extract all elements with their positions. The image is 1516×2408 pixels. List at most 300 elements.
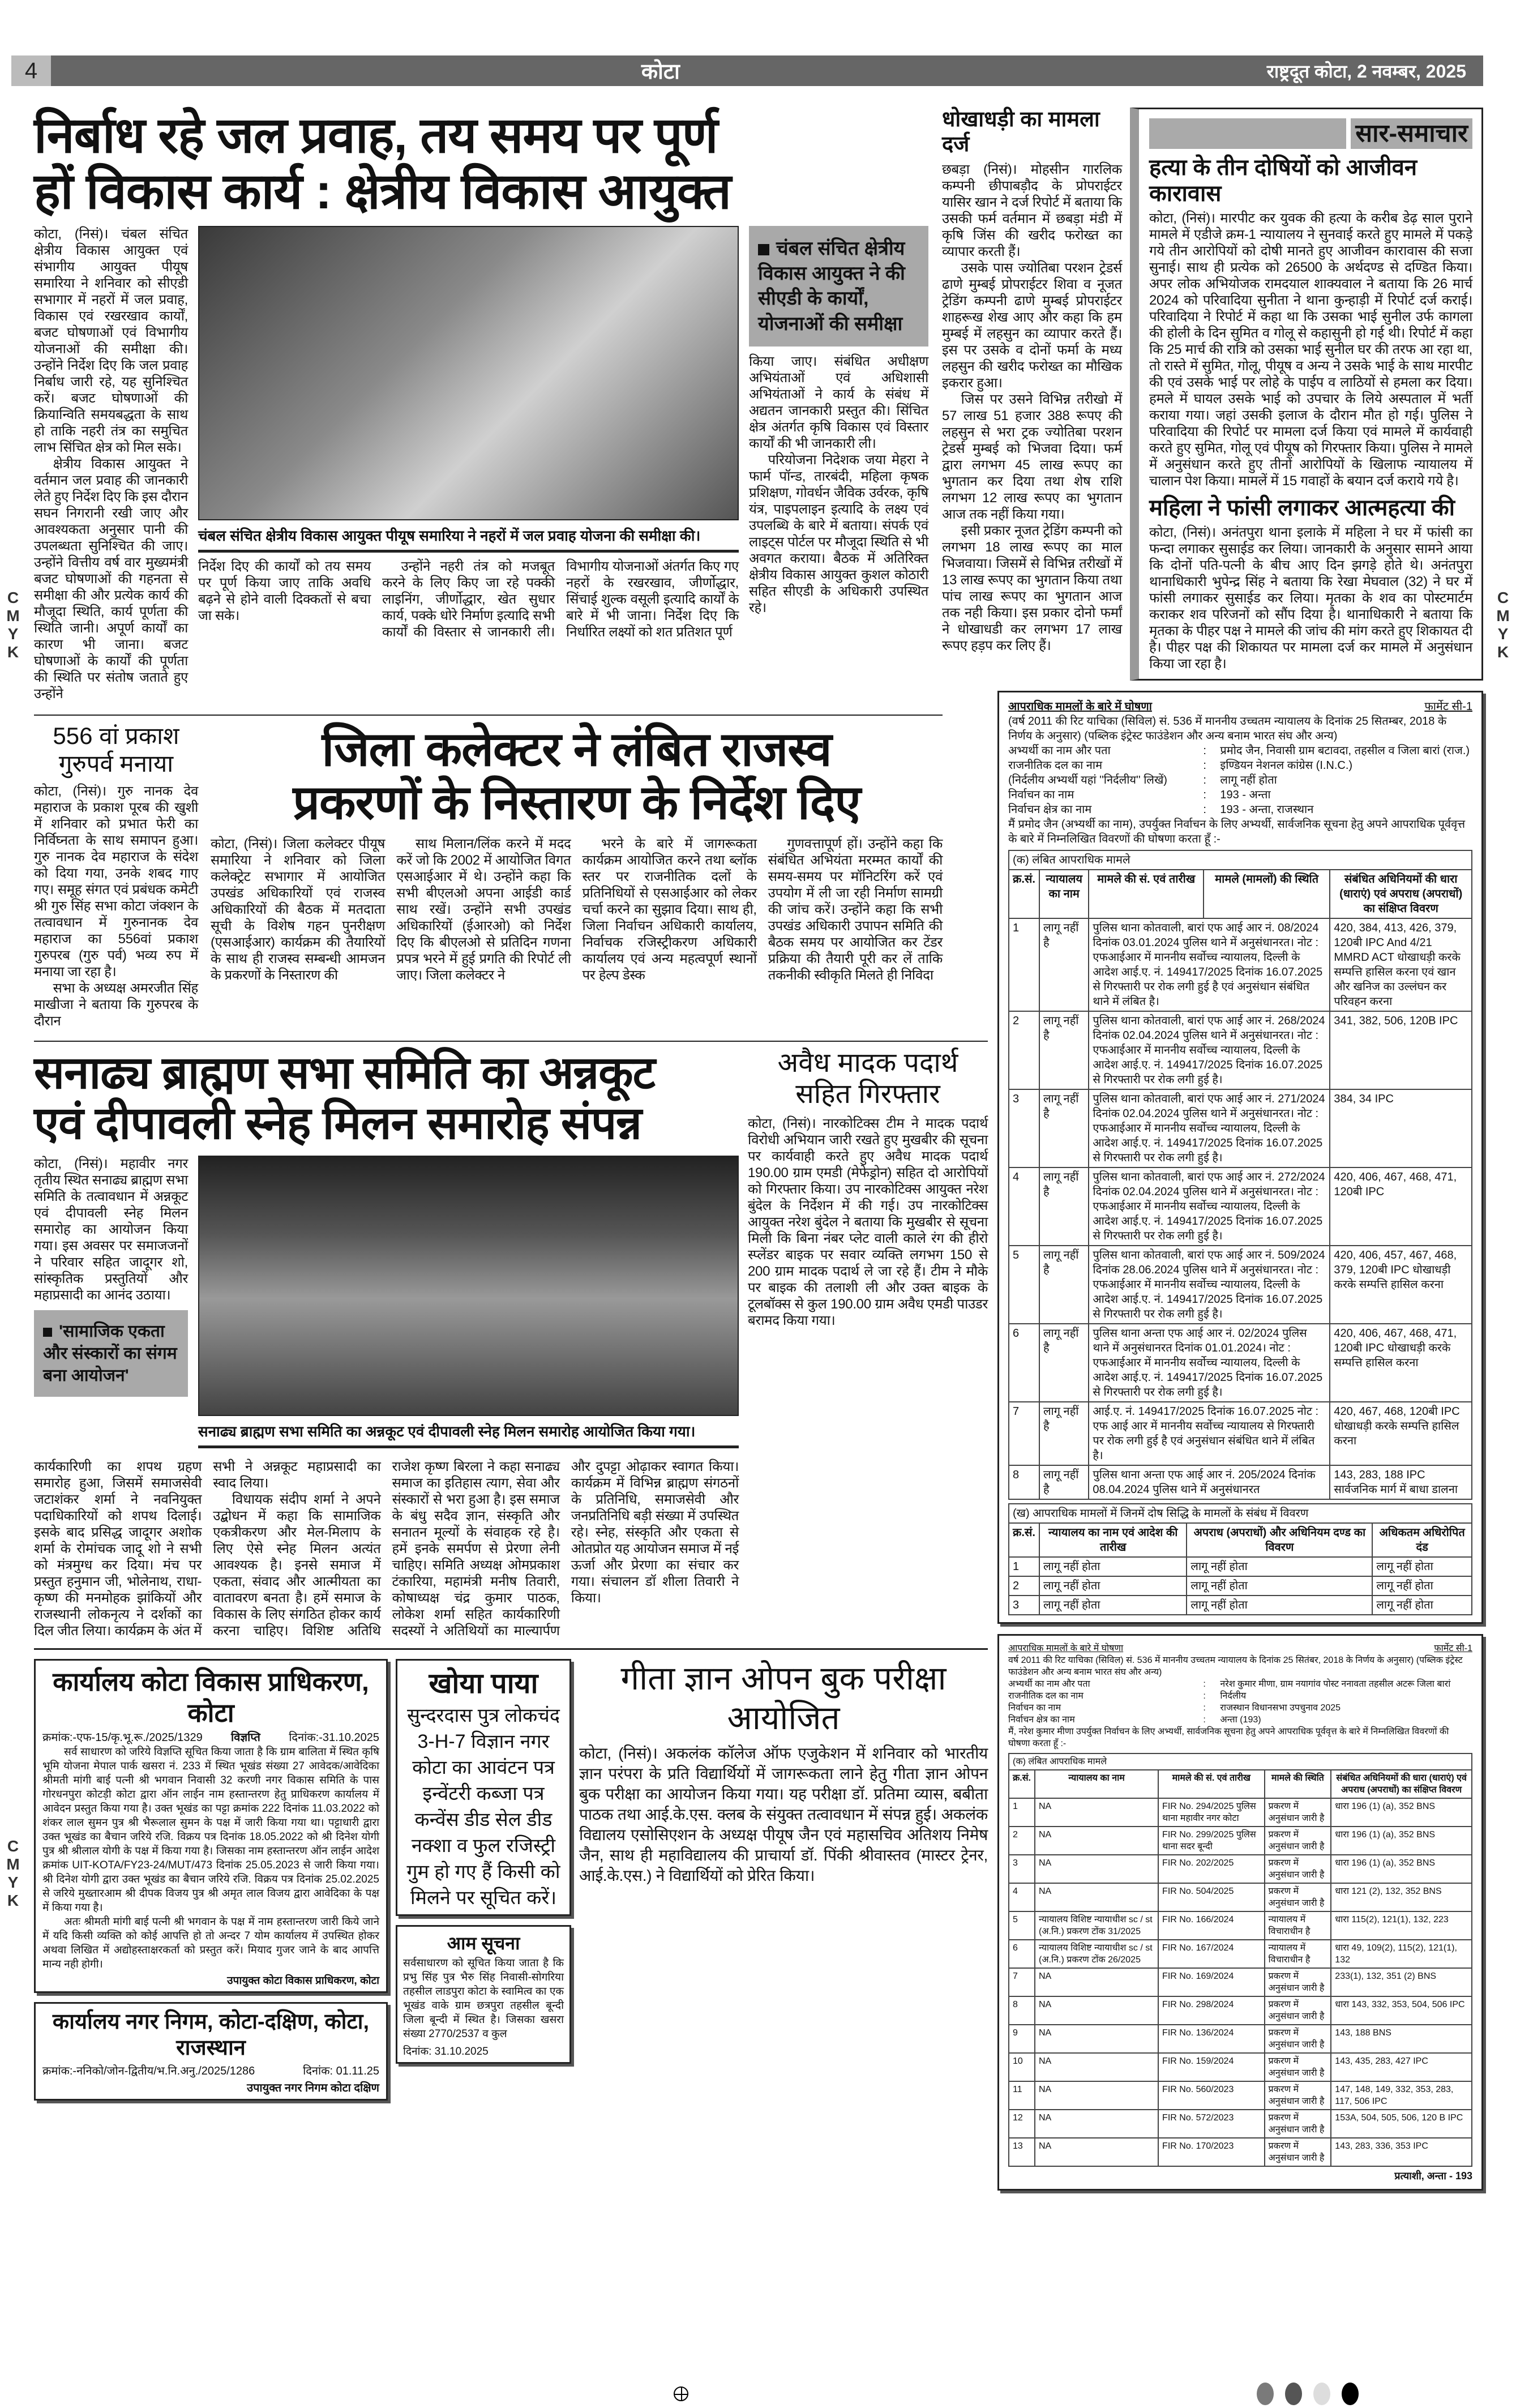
table-cell: 7 <box>1009 1968 1035 1996</box>
table-header-cell: मामले की स्थिति <box>1265 1770 1331 1798</box>
notice-field <box>1008 1678 1472 1690</box>
table-cell: न्यायालय में विचाराधीन है <box>1265 1940 1331 1968</box>
field-colon: : <box>1203 1691 1206 1701</box>
table-cell: लागू नहीं होता <box>1187 1576 1372 1596</box>
narcotics-headline: सहित गिरफ्तार <box>795 1079 940 1109</box>
table-row <box>1009 1996 1472 2025</box>
pullquote-text: चंबल संचित क्षेत्रीय विकास आयुक्त ने की सीएडी के कार्यों, योजनाओं की समीक्षा <box>758 238 905 335</box>
table-cell: 2 <box>1009 1011 1039 1089</box>
gurupurv-story <box>34 722 198 1029</box>
table-cell: NA <box>1035 1827 1158 1855</box>
table-cell: 143, 435, 283, 427 IPC <box>1331 2053 1472 2081</box>
criminal-record-notice-2 <box>997 1634 1483 2191</box>
table-cell: 420, 384, 413, 426, 379, 120बी IPC And 4/21 MMRD ACT धोखाधड़ी करके सम्पत्ति हासिल करना एवं खान और खनिज का उल्लंघन कर परिवहन करना <box>1330 918 1472 1011</box>
table-cell: लागू नहीं है <box>1039 1011 1089 1089</box>
table-cell: 3 <box>1009 1089 1039 1167</box>
table-row <box>1009 2053 1472 2081</box>
table-cell: लागू नहीं है <box>1039 1324 1089 1402</box>
fraud-headline: धोखाधड़ी का मामला दर्ज <box>942 108 1100 156</box>
table-row <box>1009 1089 1472 1167</box>
paragraph: कोटा, (निसं)। जिला कलेक्टर पीयूष समारिया ने शनिवार को जिला कलेक्ट्रेट सभागार में आयोजित उपखंड अधिकारियों एवं राजस्व अधिकारियों की बैठक में मतदाता सूची के विशेष गहन पुनरीक्षण (एसआईआर) कार्यक्रम की तैयारियों के साथ ही राजस्व सम्बन्धी आमजन के प्रकरणों के निस्तारण की <box>211 836 386 983</box>
bullet-square-icon <box>43 1328 52 1337</box>
table-cell: 143, 283, 336, 353 IPC <box>1331 2138 1472 2166</box>
table-cell: लागू नहीं है <box>1039 1246 1089 1324</box>
table-cell: लागू नहीं होता <box>1187 1596 1372 1615</box>
table-header-cell: मामले की सं. एवं तारीख <box>1158 1770 1264 1798</box>
ad-date: दिनांक:-31.10.2025 <box>289 1731 379 1744</box>
table-cell: 4 <box>1009 1167 1039 1246</box>
lead-right <box>749 226 928 616</box>
table-cell: 1 <box>1009 1557 1039 1576</box>
classifieds-column <box>396 1659 571 2064</box>
lead-headline-line: निर्बाध रहे जल प्रवाह, तय समय पर पूर्ण <box>34 107 718 163</box>
table-cell: लागू नहीं होता <box>1039 1576 1187 1596</box>
right-stack <box>942 108 1483 2191</box>
notice-field <box>1008 1690 1472 1702</box>
table-cell: धारा 143, 332, 353, 504, 506 IPC <box>1331 1996 1472 2025</box>
gurupurv-body <box>34 783 198 1029</box>
table-cell: प्रकरण में अनुसंधान जारी है <box>1265 1827 1331 1855</box>
table-cell: आई.ए. नं. 149417/2025 दिनांक 16.07.2025 नोट : एफ आई आर में माननीय सर्वोच्च न्यायालय से गिरफ्तारी पर रोक लगी हुई है एवं अनुसंधान संबंधित थाने में लंबित है। <box>1089 1402 1330 1465</box>
table-cell: 12 <box>1009 2110 1035 2138</box>
table-cell: NA <box>1035 2053 1158 2081</box>
sanadhya-photo-caption: सनाढ्य ब्राह्मण सभा समिति का अन्नकूट एवं दीपावली स्नेह मिलन समारोह आयोजित किया गया। <box>198 1416 739 1448</box>
table-cell: धारा 196 (1) (a), 352 BNS <box>1331 1855 1472 1883</box>
ad-title: आम सूचना <box>447 1932 520 1953</box>
field-label: निर्वाचन का नाम <box>1008 1703 1061 1713</box>
table-cell: प्रकरण में अनुसंधान जारी है <box>1265 2053 1331 2081</box>
paragraph: सभा के अध्यक्ष अमरजीत सिंह माखीजा ने बताया कि गुरुपरब के दौरान <box>34 980 198 1029</box>
table-cell: पुलिस थाना अन्ता एफ आई आर नं. 205/2024 दिनांक 08.04.2024 पुलिस थाने में अनुसंधानरत <box>1089 1465 1330 1499</box>
cmyk-mark: C M Y K <box>6 1837 20 1909</box>
pending-cases-table <box>1008 850 1472 1500</box>
ad-date: दिनांक: 31.10.2025 <box>403 2046 489 2058</box>
table-cell: FIR No. 572/2023 <box>1158 2110 1264 2138</box>
table-header-row <box>1009 870 1472 918</box>
narcotics-body: कोटा, (निसं)। नारकोटिक्स टीम ने मादक पदार्थ विरोधी अभियान जारी रखते हुए मुखबीर की सूचना पर कार्यवाही करते हुए अवैध मादक पदार्थ 190.00 ग्राम एमडी (मेफेड्रोन) सहित दो आरोपियों को गिरफ्तार किया। उप नारकोटिक्स आयुक्त नरेश बुंदेल के निर्देशन में की गई। उप नारकोटिक्स आयुक्त नरेश बुंदेल ने बताया कि मुखबीर से सूचना मिली कि बिना नंबर प्लेट वाली काले रंग की हीरो स्प्लेंडर बाइक पर सवार व्यक्ति लगभग 150 से 200 ग्राम मादक पदार्थ ले जा रहे हैं। टीम ने मौके पर बाइक की तलाशी ली और उक्त बाइक के टूलबॉक्स से कुल 190.00 ग्राम अवैध एमडी पाउडर बरामद किया गया। <box>748 1116 988 1329</box>
table-row <box>1009 1798 1472 1827</box>
page-number: 4 <box>11 55 51 86</box>
collector-section <box>34 715 943 1029</box>
table-cell: धारा 196 (1) (a), 352 BNS <box>1331 1827 1472 1855</box>
paragraph: कार्यकारिणी का शपथ ग्रहण समारोह हुआ, जिसमें समाजसेवी जटाशंकर शर्मा ने नवनियुक्त पदाधिकारियों को शपथ दिलाई। इसके बाद प्रसिद्ध जादूगर अशोक शर्मा के रोमांचक जादू शो ने सभी को मंत्रमुग्ध कर दिया। मंच पर प्रस्तुत हनुमान जी, भोलेनाथ, राधा-कृष्ण की मनमोहक झांकियों और राजस्थानी लोकनृत्य ने दर्शकों का दिल जीत लिया। कार्यक्रम के अंत में सभी ने अन्नकूट महाप्रसादी का स्वाद लिया। <box>34 1459 381 1639</box>
table-row <box>1009 2110 1472 2138</box>
collector-story <box>211 722 943 983</box>
gita-story <box>579 1659 988 1886</box>
paragraph: जिस पर उसने विभिन्न तरीखो में 57 लाख 51 हजार 388 रूपए की लहसुन से भरा ट्रक ज्योतिबा परशन ट्रेडर्स मुम्बई को भिजवा दिया। फर्म द्वारा लगभग 45 लाख रूपए का भुगतान कर दिया तथा शेष राशि लगभग 12 लाख रूपए का भुगतान आज तक नहीं किया गया। <box>942 392 1122 523</box>
table-cell: धारा 115(2), 121(1), 132, 223 <box>1331 1911 1472 1940</box>
table-cell: 3 <box>1009 1855 1035 1883</box>
gurupurv-kicker: 556 वां प्रकाश <box>53 722 179 750</box>
gita-body: कोटा, (निसं)। अकलंक कॉलेज ऑफ एजुकेशन में शनिवार को भारतीय ज्ञान परंपरा के प्रति विद्यार्थियों में जागरूकता लाने हेतु गीता ज्ञान ओपन बुक परीक्षा का आयोजन किया गया। यह परीक्षा डॉ. प्रतिमा व्यास, बबीता पाठक तथा आई.के.एस. क्लब के संयुक्त तत्वावधान में संपन्न हुई। अकलंक विद्यालय एसोसिएशन के अध्यक्ष पीयूष जैन एवं महासचिव अतिशय निमेष जैन, साथ ही महाविद्यालय की प्राचार्या डॉ. पिंकी श्रीवास्तव (मास्टर ट्रेनर, आई.के.एस.) ने विद्यार्थियों को प्रेरित किया। <box>579 1744 988 1885</box>
paragraph: क्षेत्रीय विकास आयुक्त ने वर्तमान जल प्रवाह की जानकारी लेते हुए निर्देश दिए कि इस दौरान सघन निगरानी रखी जाए और आवश्यकता अनुसार पानी की उपलब्धता सुनिश्चित की जाए। उन्होंने वित्तीय वर्ष वार मुख्यमंत्री बजट घोषणाओं की गहनता से समीक्षा की और प्रत्येक कार्य की मौजूदा स्थिति, कार्य पूर्णता की स्थिति जानी। अपूर्ण कार्यों का कारण भी जाना। बजट घोषणाओं के कार्यों की पूर्णता की स्थिति पर संतोष जताते हुए उन्होंने <box>34 456 188 702</box>
table-row <box>1009 1883 1472 1911</box>
field-label: निर्वाचन क्षेत्र का नाम <box>1008 1715 1075 1725</box>
ad-signature: उपायुक्त कोटा विकास प्राधिकरण, कोटा <box>227 1975 379 1987</box>
table-header-cell: मामले (मामलों) की स्थिति <box>1204 870 1330 918</box>
conviction-table <box>1008 1503 1472 1615</box>
table-header-cell: न्यायालय का नाम एवं आदेश की तारीख <box>1039 1523 1187 1557</box>
field-label: अभ्यर्थी का नाम और पता <box>1008 745 1111 757</box>
table-cell: 5 <box>1009 1911 1035 1940</box>
field-colon: : <box>1203 759 1206 772</box>
table-cell: 2 <box>1009 1576 1039 1596</box>
table-cell: लागू नहीं होता <box>1372 1576 1472 1596</box>
field-value: 193 - अन्ता, राजस्थान <box>1220 803 1314 816</box>
pending-cases-table <box>1008 1753 1472 2167</box>
field-colon: : <box>1203 1679 1206 1689</box>
ad-title: कार्यालय कोटा विकास प्राधिकरण, कोटा <box>53 1666 369 1728</box>
table-cell: NA <box>1035 1883 1158 1911</box>
notice-title: आपराधिक मामलों के बारे में घोषणा <box>1008 700 1152 713</box>
news-brief-box <box>1130 108 1483 681</box>
table-cell: लागू नहीं होता <box>1039 1596 1187 1615</box>
color-dot <box>1342 2383 1359 2405</box>
collector-headline-line: प्रकरणों के निस्तारण के निर्देश दिए <box>293 776 860 829</box>
table-row <box>1009 1911 1472 1940</box>
field-value: लागू नहीं होता <box>1220 774 1277 786</box>
registration-mark <box>674 2386 688 2401</box>
table-header-cell: क्र.सं. <box>1009 1770 1035 1798</box>
table-row <box>1009 1827 1472 1855</box>
table-cell: प्रकरण में अनुसंधान जारी है <box>1265 2110 1331 2138</box>
gurupurv-headline: गुरुपर्व मनाया <box>58 750 174 777</box>
ad-body: अतः श्रीमती मांगी बाई पत्नी श्री भगवान के पक्ष में नाम हस्तान्तरण जारी किये जाने में यदि किसी व्यक्ति को कोई आपत्ति हो तो अन्दर 7 योम कार्यालय में उपस्थित होकर अथवा लिखित में अद्योहस्ताक्षरकर्ता को प्रस्तुत करें। मियाद गुजर जाने के बाद आपत्ति मान्य नही होगी। <box>42 1916 379 1971</box>
notice-fields <box>1008 1678 1472 1726</box>
sanadhya-headline <box>34 1047 739 1149</box>
table-cell: NA <box>1035 2025 1158 2053</box>
table-cell: 143, 283, 188 IPC सार्वजनिक मार्ग में बाधा डालना <box>1330 1465 1472 1499</box>
field-value: 193 - अन्ता <box>1220 789 1271 801</box>
table-cell: 7 <box>1009 1402 1039 1465</box>
nagar-nigam-ad <box>34 2002 388 2100</box>
table-cell: न्यायालय में विचाराधीन है <box>1265 1911 1331 1940</box>
table-cell: 153A, 504, 505, 506, 120 B IPC <box>1331 2110 1472 2138</box>
table-cell: न्यायालय विशिष्ट न्यायाधीश sc / st (अ.नि.) प्रकरण टोंक 31/2025 <box>1035 1911 1158 1940</box>
notice-signature: प्रत्याशी, अन्ता - 193 <box>1394 2170 1472 2182</box>
table-row <box>1009 2081 1472 2110</box>
table-cell: पुलिस थाना कोतवाली, बारां एफ आई आर नं. 272/2024 दिनांक 02.04.2024 पुलिस थाने में अनुसंधानरत। नोट : एफआईआर में माननीय सर्वोच्च न्यायालय, दिल्ली के आदेश आई.ए. नं. 149417/2025 दिनांक 16.07.2025 से गिरफ्तारी पर रोक लगी हुई है। <box>1089 1167 1330 1246</box>
ad-body: सर्व साधारण को जरिये विज्ञप्ति सूचित किया जाता है कि ग्राम बालिता में स्थित कृषि भूमि योजना मेपाल पार्क खसरा नं. 233 में स्थित भूखंड संख्या 27 आवेदक/आवेदिका श्रीमती मांगी बाई पत्नी श्री भगवान निवासी 32 करणी नगर विकास समिति के पास गोरधनपुरा कोटड़ी कोटा द्वारा ऑन लाईन नाम हस्तान्तरण हेतु प्राधिकरण कार्यालय में आवेदन प्रस्तुत किया गया है। उक्त भूखंड का पट्टा क्रमांक 222 दिनांक 11.03.2022 को शंकर लाल सुमन पुत्र श्री भैरूलाल सुमन के पक्ष में जारी किया गया था। पट्टाधारी द्वारा उक्त भूखंड का बैचान जरिये रजि. विक्रय पत्र दिनांक 18.05.2022 को श्री दिनेश योगी पुत्र श्री श्रीलाल योगी के पक्ष में किया गया है। जिसका नाम हस्तान्तरण ऑन लाईन आदेश क्रमांक UIT-KOTA/FY23-24/MUT/473 दिनांक 25.05.2023 से जारी किया गया। श्री दिनेश योगी द्वारा उक्त भूखंड का बैचान जरिये रजि. विक्रय पत्र दिनांक 25.02.2025 से जरिये मुख्तारआम श्री दीपक विजय पुत्र श्री अमृत लाल विजय द्वारा आवेदिका के पक्ष में किया गया है। <box>42 1746 379 1914</box>
table-cell: 1 <box>1009 1798 1035 1827</box>
table-header-cell: संबंधित अधिनियमों की धारा (धाराएं) एवं अपराध (अपराधों) का संक्षिप्त विवरण <box>1331 1770 1472 1798</box>
ad-label: विज्ञप्ति <box>231 1731 260 1744</box>
kda-notice-ad <box>34 1659 388 1993</box>
field-value: राजस्थान विधानसभा उपचुनाव 2025 <box>1220 1703 1341 1713</box>
field-value: अन्ता (193) <box>1220 1715 1261 1725</box>
table-cell: 13 <box>1009 2138 1035 2166</box>
field-label: निर्वाचन क्षेत्र का नाम <box>1008 803 1092 816</box>
table-cell: 10 <box>1009 2053 1035 2081</box>
lead-left-column <box>34 226 188 702</box>
lead-pullquote <box>749 226 928 347</box>
table-cell: 3 <box>1009 1596 1039 1615</box>
table-cell: प्रकरण में अनुसंधान जारी है <box>1265 2138 1331 2166</box>
table-row <box>1009 2138 1472 2166</box>
lost-found-ad <box>396 1659 571 1916</box>
table-cell: NA <box>1035 1996 1158 2025</box>
lead-headline <box>34 108 928 219</box>
table-cell: लागू नहीं है <box>1039 1402 1089 1465</box>
paragraph: कोटा, (निसं)। गुरु नानक देव महाराज के प्रकाश पूरब की खुशी में शनिवार को प्रभात फेरी का निर्विघ्नता के साथ समापन हुआ। गुरु नानक देव महाराज के संदेश को दिया गया, उनके शबद गाए गए। समूह संगत एवं प्रबंधक कमेटी श्री गुरु सिंह सभा कोटा जंक्शन के तत्वावधान में गुरुनानक देव महाराज का 556वां प्रकाश गुरुपरब (गुरु पर्व) भव्य रुप में मनाया जा रहा है। <box>34 783 198 980</box>
table-cell: 420, 406, 457, 467, 468, 379, 120बी IPC धोखाधड़ी करके सम्पत्ति हासिल करना <box>1330 1246 1472 1324</box>
table-cell: लागू नहीं होता <box>1039 1557 1187 1576</box>
color-dot <box>1257 2383 1274 2405</box>
table-cell: प्रकरण में अनुसंधान जारी है <box>1265 1996 1331 2025</box>
table-cell: धारा 196 (1) (a), 352 BNS <box>1331 1798 1472 1827</box>
table-header-cell: क्र.सं. <box>1009 870 1039 918</box>
sanadhya-headline-line: सनाढ्य ब्राह्मण सभा समिति का अन्नकूट <box>34 1047 655 1098</box>
field-colon: : <box>1203 774 1206 786</box>
brief-headline: हत्या के तीन दोषियों को आजीवन कारावास <box>1149 155 1417 206</box>
field-colon: : <box>1203 1715 1206 1725</box>
brief-headline: महिला ने फांसी लगाकर आत्महत्या की <box>1149 495 1455 520</box>
table-cell: लागू नहीं होता <box>1187 1557 1372 1576</box>
table-cell: FIR No. 159/2024 <box>1158 2053 1264 2081</box>
table-cell: 143, 188 BNS <box>1331 2025 1472 2053</box>
sanadhya-section <box>34 1041 988 1639</box>
lead-photo <box>198 226 739 520</box>
ad-body: सुन्दरदास पुत्र लोकचंद 3-H-7 विज्ञान नगर कोटा का आवंटन पत्र इन्वेंटरी कब्जा पत्र कन्वेंस डीड सेल डीड नक्शा व फुल रजिस्ट्री गुम हो गए हैं किसी को मिलने पर सूचित करें। <box>406 1704 560 1909</box>
table-cell: 8 <box>1009 1996 1035 2025</box>
field-value: इण्डियन नेशनल कांग्रेस (I.N.C.) <box>1220 759 1353 772</box>
table-cell: 4 <box>1009 1883 1035 1911</box>
field-value: निर्दलीय <box>1220 1691 1247 1701</box>
field-colon: : <box>1203 745 1206 757</box>
notice-field <box>1008 1702 1472 1714</box>
table-header-cell: मामले की सं. एवं तारीख <box>1089 870 1204 918</box>
left-stack <box>34 108 991 2101</box>
table-section-title: (क) लंबित आपराधिक मामले <box>1009 1753 1472 1770</box>
table-cell: 420, 406, 467, 468, 471, 120बी IPC धोखाधड़ी करके सम्पत्ति हासिल करना <box>1330 1324 1472 1402</box>
collector-headline-line: जिला कलेक्टर ने लंबित राजस्व <box>322 722 832 776</box>
ad-signature: उपायुक्त नगर निगम कोटा दक्षिण <box>247 2081 379 2094</box>
table-row <box>1009 918 1472 1011</box>
table-cell: NA <box>1035 1798 1158 1827</box>
paragraph: साथ मिलान/लिंक करने में मदद करें जो कि 2002 में आयोजित विगत एसआईआर में थे। उन्होंने कहा कि सभी बीएलओ अपना आईडी कार्ड साथ रखें। उन्होंने सभी उपखंड अधिकारियों (ईआरओ) को निर्देश दिए कि बीएलओ से प्रतिदिन गणना प्रपत्र भरने में हुई प्रगति की रिपोर्ट ली जाए। जिला कलेक्टर ने <box>396 836 571 983</box>
table-header-row <box>1009 1523 1472 1557</box>
sanadhya-headline-line: एवं दीपावली स्नेह मिलन समारोह संपन्न <box>34 1098 641 1149</box>
table-cell: धारा 49, 109(2), 115(2), 121(1), 132 <box>1331 1940 1472 1968</box>
table-row <box>1009 1246 1472 1324</box>
notice-declaration: मैं, नरेश कुमार मीणा उपर्युक्त निर्वाचन के लिए अभ्यर्थी, सार्वजनिक सूचना हेतु अपने आपराधिक पूर्ववृत्त के बारे में निम्नलिखित विवरणों की घोषणा करता हूँ :- <box>1008 1727 1449 1748</box>
table-cell: 233(1), 132, 351 (2) BNS <box>1331 1968 1472 1996</box>
lead-bottom-text <box>198 558 739 640</box>
ads-column <box>34 1659 388 2101</box>
notice-format: फार्मेट सी-1 <box>1424 700 1472 713</box>
table-header-cell: अपराध (अपराधों) और अधिनियम दण्ड का विवरण <box>1187 1523 1372 1557</box>
table-cell: 384, 34 IPC <box>1330 1089 1472 1167</box>
table-cell: पुलिस थाना कोतवाली, बारां एफ आई आर नं. 271/2024 दिनांक 02.04.2024 पुलिस थाने में अनुसंधानरत। नोट : एफआईआर में माननीय सर्वोच्च न्यायालय, दिल्ली के आदेश आई.ए. नं. 149417/2025 दिनांक 16.07.2025 से गिरफ्तारी पर रोक लगी हुई है। <box>1089 1089 1330 1167</box>
notice-field <box>1008 758 1472 773</box>
table-cell: NA <box>1035 2081 1158 2110</box>
notice-field <box>1008 802 1472 817</box>
table-cell: FIR No. 294/2025 पुलिस थाना महावीर नगर कोटा <box>1158 1798 1264 1827</box>
table-cell: लागू नहीं है <box>1039 1465 1089 1499</box>
table-cell: NA <box>1035 1855 1158 1883</box>
fraud-body <box>942 161 1122 654</box>
table-cell: 5 <box>1009 1246 1039 1324</box>
table-row <box>1009 1465 1472 1499</box>
public-notice-ad <box>396 1925 571 2064</box>
table-cell: प्रकरण में अनुसंधान जारी है <box>1265 1883 1331 1911</box>
paragraph: गुणवत्तापूर्ण हों। उन्होंने कहा कि संबंधित अभियंता मरम्मत कार्यों की समय-समय पर मॉनिटरिंग करें एवं उपयोग में ली जा रही निर्माण सामग्री की जांच करें। उन्होंने कहा कि सभी उपखंड अधिकारी उपापन समिति की बैठक समय पर आयोजित कर टेंडर प्रक्रिया की तैयारी पूरी कर लें ताकि तकनीकी स्वीकृति मिलते ही निविदा <box>768 836 943 983</box>
table-cell: NA <box>1035 2138 1158 2166</box>
cmyk-mark: C M Y K <box>6 589 20 661</box>
notice-format: फार्मेट सी-1 <box>1434 1644 1472 1653</box>
color-dot <box>1285 2383 1302 2405</box>
lead-photo-caption: चंबल संचित क्षेत्रीय विकास आयुक्त पीयूष समारिया ने नहरों में जल प्रवाह योजना की समीक्षा की। <box>198 520 739 553</box>
field-label: निर्वाचन का नाम <box>1008 789 1074 801</box>
paragraph: निर्देश दिए की कार्यों को तय समय पर पूर्ण किया जाए ताकि अवधि बढ़ने से होने वाली दिक्कतों से बचा जा सके। <box>198 559 371 624</box>
table-cell: 11 <box>1009 2081 1035 2110</box>
sanadhya-left <box>34 1156 188 1397</box>
table-cell: प्रकरण में अनुसंधान जारी है <box>1265 2025 1331 2053</box>
table-cell: प्रकरण में अनुसंधान जारी है <box>1265 2081 1331 2110</box>
table-cell: प्रकरण में अनुसंधान जारी है <box>1265 1968 1331 1996</box>
notice-intro: वर्ष 2011 की रिट याचिका (सिविल) सं. 536 में माननीय उच्चतम न्यायालय के दिनांक 25 सितंबर, 2018 के निर्णय के अनुसार) (पब्लिक इंट्रेस्ट फाउंडेशन और अन्य बनाम भारत संघ और अन्य) <box>1008 1656 1463 1677</box>
narcotics-headline: अवैध मादक पदार्थ <box>777 1047 958 1078</box>
table-cell: 9 <box>1009 2025 1035 2053</box>
table-row <box>1009 1968 1472 1996</box>
field-label: राजनीतिक दल का नाम <box>1008 1691 1084 1701</box>
table-row <box>1009 1557 1472 1576</box>
table-cell: लागू नहीं होता <box>1372 1557 1472 1576</box>
notice-field <box>1008 788 1472 802</box>
collector-headline <box>211 722 943 829</box>
table-cell: पुलिस थाना कोतवाली, बारां एफ आई आर नं. 08/2024 दिनांक 03.01.2024 पुलिस थाने में अनुसंधानरत। नोट : एफआईआर में माननीय सर्वोच्च न्यायालय, दिल्ली के आदेश आई.ए. नं. 149417/2025 दिनांक 16.07.2025 से गिरफ्तारी पर रोक लगी हुई है एवं अनुसंधान संबंधित थाने में लंबित है। <box>1089 918 1330 1011</box>
notice-fields <box>1008 743 1472 817</box>
table-cell: FIR No. 166/2024 <box>1158 1911 1264 1940</box>
brief-bar <box>1149 118 1346 149</box>
table-cell: FIR No. 136/2024 <box>1158 2025 1264 2053</box>
table-row <box>1009 1011 1472 1089</box>
table-cell: 341, 382, 506, 120B IPC <box>1330 1011 1472 1089</box>
table-cell: FIR No. 167/2024 <box>1158 1940 1264 1968</box>
table-header-cell: क्र.सं. <box>1009 1523 1039 1557</box>
table-cell: पुलिस थाना कोतवाली, बारां एफ आई आर नं. 509/2024 दिनांक 28.06.2024 पुलिस थाने में अनुसंधानरत। नोट : एफआईआर में माननीय सर्वोच्च न्यायालय, दिल्ली के आदेश आई.ए. नं. 149417/2025 दिनांक 16.07.2025 से गिरफ्तारी पर रोक लगी हुई है। <box>1089 1246 1330 1324</box>
cmyk-mark: C M Y K <box>1496 589 1510 661</box>
table-cell: FIR No. 504/2025 <box>1158 1883 1264 1911</box>
notice-field <box>1008 1714 1472 1726</box>
table-cell: 1 <box>1009 918 1039 1011</box>
sanadhya-pullquote <box>34 1310 188 1397</box>
table-cell: 420, 406, 467, 468, 471, 120बी IPC <box>1330 1167 1472 1246</box>
table-row <box>1009 2025 1472 2053</box>
paragraph: कोटा, (निसं)। चंबल संचित क्षेत्रीय विकास आयुक्त एवं संभागीय आयुक्त पीयूष समारिया ने शनिवार को सीएडी सभागार में नहरों में जल प्रवाह, विकास एवं रखरखाव कार्यों, बजट घोषणाओं एवं विभागीय योजनाओं की समीक्षा की। उन्होंने निर्देश दिए कि जल प्रवाह निर्बाध जारी रहे, यह सुनिश्चित करें। बजट घोषणाओं की क्रियान्विति समयबद्धता के साथ हो ताकि नहरी तंत्र का समुचित लाभ सिंचित क्षेत्र को मिल सके। <box>34 226 188 456</box>
table-cell: लागू नहीं है <box>1039 918 1089 1011</box>
table-cell: 6 <box>1009 1324 1039 1402</box>
ad-title: कार्यालय नगर निगम, कोटा-दक्षिण, कोटा, राजस्थान <box>52 2010 370 2060</box>
table-row <box>1009 1167 1472 1246</box>
table-cell: FIR No. 202/2025 <box>1158 1855 1264 1883</box>
notice-intro: (वर्ष 2011 की रिट याचिका (सिविल) सं. 536 में माननीय उच्चतम न्यायालय के दिनांक 25 सितम्बर, 2018 के निर्णय के अनुसार) (पब्लिक इंट्रेस्ट फाउंडेशन और अन्य बनाम भारत संघ और अन्य) <box>1008 715 1447 742</box>
table-row <box>1009 1324 1472 1402</box>
field-label: राजनीतिक दल का नाम <box>1008 759 1103 772</box>
sanadhya-story <box>34 1047 739 1639</box>
table-cell: पुलिस थाना अन्ता एफ आई आर नं. 02/2024 पुलिस थाने में अनुसंधानरत दिनांक 01.01.2024। नोट : एफआईआर में माननीय सर्वोच्च न्यायालय, दिल्ली के आदेश आई.ए. नं. 149417/2025 दिनांक 16.07.2025 से गिरफ्तारी पर रोक लगी हुई है। <box>1089 1324 1330 1402</box>
table-header-cell: न्यायालय का नाम <box>1035 1770 1158 1798</box>
field-value: नरेश कुमार मीणा, ग्राम नयागांव पोस्ट ननावता तहसील अटरू जिला बारां <box>1220 1679 1451 1689</box>
bullet-square-icon <box>758 244 769 255</box>
color-dot <box>1313 2383 1330 2405</box>
sanadhya-center <box>198 1156 739 1454</box>
section-title: कोटा <box>641 60 680 84</box>
table-cell: लागू नहीं है <box>1039 1089 1089 1167</box>
notice-declaration: मैं प्रमोद जैन (अभ्यर्थी का नाम), उपर्युक्त निर्वाचन के लिए अभ्यर्थी, सार्वजनिक सूचना हेतु अपने आपराधिक पूर्ववृत्त के बारे में निम्नलिखित विवरणों की घोषणा करता हूँ :- <box>1008 818 1466 845</box>
table-section-title: (ख) आपराधिक मामलों में जिनमें दोष सिद्धि के मामलों के संबंध में विवरण <box>1009 1504 1472 1523</box>
page-header <box>11 55 1483 86</box>
field-colon: : <box>1203 1703 1206 1713</box>
notice-title: आपराधिक मामलों के बारे में घोषणा <box>1008 1644 1124 1653</box>
sanadhya-photo <box>198 1156 739 1416</box>
lead-headline-line: हों विकास कार्य : क्षेत्रीय विकास आयुक्त <box>34 162 731 219</box>
brief-body: कोटा, (निसं)। अनंतपुरा थाना इलाके में महिला ने घर में फांसी का फन्दा लगाकर सुसाईड कर लिया। जानकारी के अनुसार सामने आया कि दोनों पति-पत्नी के बीच आए दिन झगड़े होते थे। अनंतपुरा थानाधिकारी भुपेन्द्र सिंह ने बताया कि रेखा मेघवाल (32) ने घर में फांसी लगाकर सुसाईड कर लिया। मृतका के शव का पोस्टमार्टम कराकर शव परिजनों को सौंप दिया है। थानाधिकारी ने बताया कि मृतका के पीहर पक्ष ने मामले की जांच की मांग करते हुए शिकायत दी है। पीहर पक्ष की शिकायत पर मामला दर्ज कर मामले में अनुसंधान किया जा रहा है। <box>1149 525 1472 671</box>
brief-body: कोटा, (निसं)। मारपीट कर युवक की हत्या के करीब डेढ़ साल पुराने मामले में एडीजे क्रम-1 न्यायालय ने सुनवाई करते हुए मामले में पकड़े गये तीन आरोपियों को दोषी मानते हुए आजीवन कारावास की सजा सुनाई। साथ ही प्रत्येक को 26500 के अर्थदण्ड से दण्डित किया। अपर लोक अभियोजक रामदयाल शाक्यवाल ने बताया कि 26 मार्च 2024 को परिवादिया सुनीता ने थाना कुन्हाड़ी में रिपोर्ट दर्ज कराई। परिवादिया ने रिपोर्ट में कहा था कि उसका भाई सुनील उर्फ कागला की होली के दिन सुमित व गोलू से कहासुनी हो गई थी। रिपोर्ट में कहा कि 25 मार्च की रात्रि को उसका भाई सुनील घर की तरफ आ रहा था, तो रास्ते में सुमित, गोलू, पीयूष व अन्य ने उसके भाई के साथ मारपीट की एवं उसके भाई पर लोहे के पाईप व लाठियों से हमला कर दिया। हमले में घायल उसके भाई को उपचार के लिये अस्पताल में भर्ती कराया गया। जहां उसकी इलाज के दौरान मौत हो गई। पुलिस ने परिवादिया की रिपोर्ट पर मामला दर्ज किया एवं मामले में कार्यवाही करते हुए सुमित, गोलू एवं पीयूष को गिरफ्तार किया। पुलिस ने मामले में अनुसंधान करते हुए तीनों आरोपियों के खिलाफ न्यायालय में चालान पेश किया। मामलें में 15 गवाहों के बयान दर्ज कराये गये है। <box>1149 211 1472 489</box>
table-row <box>1009 1402 1472 1465</box>
paragraph: इसी प्रकार नूजत ट्रेडिंग कम्पनी को लगभग 18 लाख रूपए का माल भिजवाया। जिसमें से विभिन्न तरीखों में 13 लाख रूपए का भुगतान किया तथा पांच लाख रूपए का भुगतान आज तक नही किया। इस प्रकार दोनो फर्मां ने धोखाधडी कर लगभग 17 लाख रूपए हड़प कर लिए हैं। <box>942 523 1122 654</box>
field-colon: : <box>1203 789 1206 801</box>
ad-title: खोया पाया <box>429 1667 538 1699</box>
table-cell: 6 <box>1009 1940 1035 1968</box>
sanadhya-left-text: कोटा, (निसं)। महावीर नगर तृतीय स्थित सनाढ्य ब्राह्मण सभा समिति के तत्वावधान में अन्नकूट एवं दीपावली स्नेह मिलन समारोह का आयोजन किया गया। इस अवसर पर समाजजनों ने परिवार सहित जादूगर शो, सांस्कृतिक प्रस्तुतियों और महाप्रसादी का आनंद उठाया। <box>34 1156 188 1303</box>
paragraph: भरने के बारे में जागरूकता कार्यक्रम आयोजित करने तथा ब्लॉक स्तर पर राजनीतिक दलों के प्रतिनिधियों से एसआईआर को लेकर चर्चा करने का सुझाव दिया। साथ ही, जिला निर्वाचन अधिकारी कार्यालय, निर्वाचक रजिस्ट्रीकरण अधिकारी कार्यालय एवं अन्य महत्वपूर्ण स्थानों पर हेल्प डेस्क <box>582 836 757 983</box>
fraud-story <box>942 108 1122 654</box>
right-top-row <box>942 108 1483 681</box>
table-cell: NA <box>1035 1968 1158 1996</box>
ad-ref: क्रमांक:-ननिको/जोन-द्वितीय/भ.नि.अनु./2025/1286 <box>42 2064 255 2077</box>
paragraph: उन्होंने नहरी तंत्र को मजबूत करने के लिए किए जा रहे पक्की लाइनिंग, जीर्णोद्धार, खेत सुधार कार्य, पक्के धोरे निर्माण इत्यादि सभी कार्यों की विस्तार से जानकारी ली। विभागीय योजनाओं अंतर्गत किए गए नहरों के रखरखाव, जीर्णोद्धार, सिंचाई शुल्क वसूली इत्यादि कार्यों के बारे में भी जाना। निर्देश दिए कि निर्धारित लक्ष्यों को शत प्रतिशत पूर्ण <box>382 559 739 640</box>
paragraph: किया जाए। संबंधित अधीक्षण अभियंताओं एवं अधिशासी अभियंताओं ने कार्य के संबंध में अद्यतन जानकारी प्रस्तुत की। सिंचित क्षेत्र अंतर्गत कृषि विकास एवं विस्तार कार्यों की भी जानकारी ली। <box>749 353 928 451</box>
paragraph: उसके पास ज्योतिबा परशन ट्रेडर्स ढाणे मुम्बई प्रोपराईटर शिवा व नूजत ट्रेडिंग कम्पनी ढाणे मुम्बई प्रोपराईटर शाहरूख शेख आए और कहा कि हम मुम्बई में लहसुन का व्यापार करते हैं। इस पर उसके व दोनों फर्मा के मध्य लहसुन की खरीद फरोख्त का मौखिक इकरार हुआ। <box>942 260 1122 391</box>
table-row <box>1009 1855 1472 1883</box>
dateline: राष्ट्रदूत कोटा, 2 नवम्बर, 2025 <box>1266 61 1466 82</box>
collector-body <box>211 836 943 983</box>
criminal-record-notice-1 <box>997 691 1483 1624</box>
table-cell: धारा 121 (2), 132, 352 BNS <box>1331 1883 1472 1911</box>
table-header-cell: संबंधित अधिनियमों की धारा (धाराएं) एवं अपराध (अपराधों) का संक्षिप्त विवरण <box>1330 870 1472 918</box>
gita-headline: गीता ज्ञान ओपन बुक परीक्षा आयोजित <box>620 1659 947 1737</box>
ad-body: सर्वसाधारण को सूचित किया जाता है कि प्रभु सिंह पुत्र भैरु सिंह निवासी-सोगरिया तहसील लाडपुरा कोटा के स्वामित्व का एक भूखंड वाके ग्राम छत्रपुरा तहसील बून्दी जिला बून्दी में स्थित है। जिसका खसरा संख्या 2770/2537 व कुल <box>403 1957 564 2041</box>
pullquote-text: 'सामाजिक एकता और संस्कारों का संगम बना आयोजन' <box>43 1321 177 1385</box>
brief-label: सार-समाचार <box>1351 118 1472 149</box>
field-label: अभ्यर्थी का नाम और पता <box>1008 1679 1090 1689</box>
paragraph: विधायक संदीप शर्मा ने अपने उद्बोधन में कहा कि सामाजिक एकत्रीकरण और मेल-मिलाप के लिए ऐसे स्नेह मिलन अत्यंत आवश्यक है। इनसे समाज में एकता, संवाद और आत्मीयता का वातावरण बनता है। हमें समाज के विकास के लिए संगठित होकर कार्य करना चाहिए। विशिष्ट अतिथि राजेश कृष्ण बिरला ने कहा सनाढ्य समाज का इतिहास त्याग, सेवा और संस्कारों से भरा हुआ है। इस समाज के बंधु सदैव ज्ञान, संस्कृति और सनातन मूल्यों के संवाहक रहे है। हमें इनके समर्पण से प्रेरणा लेनी चाहिए। समिति अध्यक्ष ओमप्रकाश टंकारिया, महामंत्री मनीष तिवारी, कोषाध्यक्ष चंद्र कुमार पाठक, लोकेश शर्मा सहित कार्यकारिणी सदस्यों ने अतिथियों का माल्यार्पण और दुपट्टा ओढ़ाकर स्वागत किया। कार्यक्रम में विभिन्न ब्राह्मण संगठनों के प्रतिनिधि, समाजसेवी और जनप्रतिनिधि बड़ी संख्या में उपस्थित रहे। स्नेह, संस्कृति और एकता से ओतप्रोत यह आयोजन समाज में नई ऊर्जा और प्रेरणा का संचार कर गया। संचालन डॉ शीला तिवारी ने किया। <box>213 1459 739 1639</box>
table-row <box>1009 1576 1472 1596</box>
table-cell: पुलिस थाना कोतवाली, बारां एफ आई आर नं. 268/2024 दिनांक 02.04.2024 पुलिस थाने में अनुसंधानरत। नोट : एफआईआर में माननीय सर्वोच्च न्यायालय, दिल्ली के आदेश आई.ए. नं. 149417/2025 दिनांक 16.07.2025 से गिरफ्तारी पर रोक लगी हुई है। <box>1089 1011 1330 1089</box>
table-row <box>1009 1940 1472 1968</box>
lead-story <box>34 108 928 702</box>
table-header-row <box>1009 1770 1472 1798</box>
table-cell: FIR No. 169/2024 <box>1158 1968 1264 1996</box>
table-cell: NA <box>1035 2110 1158 2138</box>
table-cell: FIR No. 298/2024 <box>1158 1996 1264 2025</box>
table-cell: 147, 148, 149, 332, 353, 283, 117, 506 IPC <box>1331 2081 1472 2110</box>
paragraph: छबड़ा (निसं)। मोहसीन गारलिक कम्पनी छीपाबड़ौद के प्रोपराईटर यासिर खान ने दर्ज रिपोर्ट में बताया कि उसकी फर्म वर्तमान में छबड़ा मंडी में कृषि जिंस की खरीद फरोख्त का व्यापार करती हैं। <box>942 162 1122 260</box>
lead-center <box>198 226 739 640</box>
paragraph: परियोजना निदेशक जया मेहरा ने फार्म पॉन्ड, तारबंदी, महिला कृषक प्रशिक्षण, गोवर्धन जैविक उर्वरक, कृषि यंत्र, पाइपलाइन इत्यादि के लक्ष्य एवं उपलब्धि के बारे में बताया। संपर्क एवं लाइट्स पोर्टल पर मौजूदा स्थिति से भी अवगत कराया। बैठक में अतिरिक्त क्षेत्रीय विकास आयुक्त कुशल कोठारी सहित सीएडी के अधिकारी उपस्थित रहे। <box>749 452 928 615</box>
table-cell: लागू नहीं है <box>1039 1167 1089 1246</box>
bottom-section <box>34 1648 988 2101</box>
table-header-cell: अधिकतम अधिरोपित दंड <box>1372 1523 1472 1557</box>
lead-right-column <box>749 353 928 616</box>
table-cell: FIR No. 560/2023 <box>1158 2081 1264 2110</box>
table-cell: लागू नहीं होता <box>1372 1596 1472 1615</box>
table-row <box>1009 1596 1472 1615</box>
field-label: (निर्दलीय अभ्यर्थी यहां ''निर्दलीय'' लिखें) <box>1008 774 1167 786</box>
ad-date: दिनांक: 01.11.25 <box>303 2064 379 2077</box>
table-cell: 8 <box>1009 1465 1039 1499</box>
